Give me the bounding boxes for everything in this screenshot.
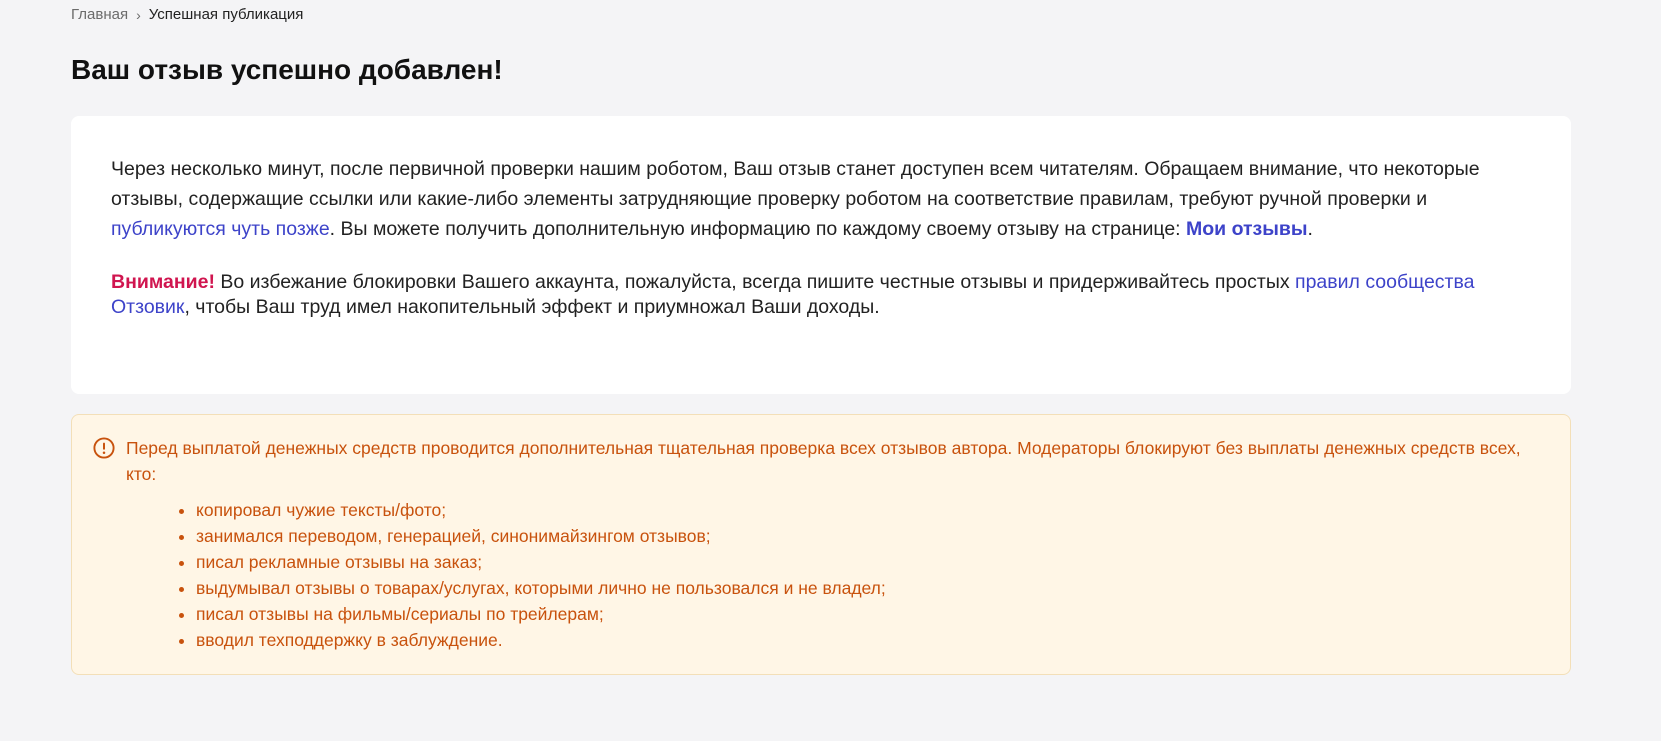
- breadcrumb-current: Успешная публикация: [148, 6, 304, 23]
- list-item: • занимался переводом, генерацией, синонимайзингом отзывов;: [196, 523, 886, 549]
- warning-list: [176, 497, 886, 653]
- attention-text: Во избежание блокировки Вашего аккаунта, пожалуйста, всегда пишите честные отзывы и придерживайтесь простых: [214, 271, 1296, 293]
- list-item: • вводил техподдержку в заблуждение.: [196, 627, 886, 653]
- warning-box: [71, 414, 1571, 675]
- exclamation-circle-icon: [93, 437, 115, 459]
- info-text: . Вы можете получить дополнительную информацию по каждому своему отзыву на странице:: [329, 218, 1187, 240]
- published-later-link[interactable]: публикуются чуть позже: [111, 218, 330, 240]
- my-reviews-link[interactable]: Мои отзывы: [1186, 218, 1308, 240]
- info-paragraph: [111, 154, 1531, 244]
- info-text: Через несколько минут, после первичной проверки нашим роботом, Ваш отзыв станет доступен всем читателям. Обращаем внимание, что некоторые отзывы, содержащие ссылки или какие-либо элементы затрудняющие проверку роботом на соответствие правилам, требуют ручной проверки и: [111, 158, 1480, 210]
- breadcrumb-separator: ›: [136, 7, 141, 23]
- community-rules-link[interactable]: правил сообщества Отзовик: [111, 271, 1475, 318]
- list-item: • писал отзывы на фильмы/сериалы по трейлерам;: [196, 601, 886, 627]
- list-item: • писал рекламные отзывы на заказ;: [196, 549, 886, 575]
- list-item: • выдумывал отзывы о товарах/услугах, которыми лично не пользовался и не владел;: [196, 575, 886, 601]
- info-text: .: [1307, 218, 1313, 240]
- attention-label: Внимание!: [111, 271, 215, 293]
- warning-lead: Перед выплатой денежных средств проводится дополнительная тщательная проверка всех отзывов автора. Модераторы блокируют без выплаты денежных средств всех, кто:: [126, 438, 1521, 484]
- breadcrumb: [71, 5, 303, 25]
- breadcrumb-home-link[interactable]: Главная: [71, 6, 129, 23]
- list-item: • копировал чужие тексты/фото;: [196, 497, 886, 523]
- page-title: Ваш отзыв успешно добавлен!: [71, 54, 503, 85]
- attention-text: , чтобы Ваш труд имел накопительный эффект и приумножал Ваши доходы.: [184, 295, 880, 318]
- info-card: [71, 116, 1571, 394]
- attention-paragraph: [111, 270, 1531, 319]
